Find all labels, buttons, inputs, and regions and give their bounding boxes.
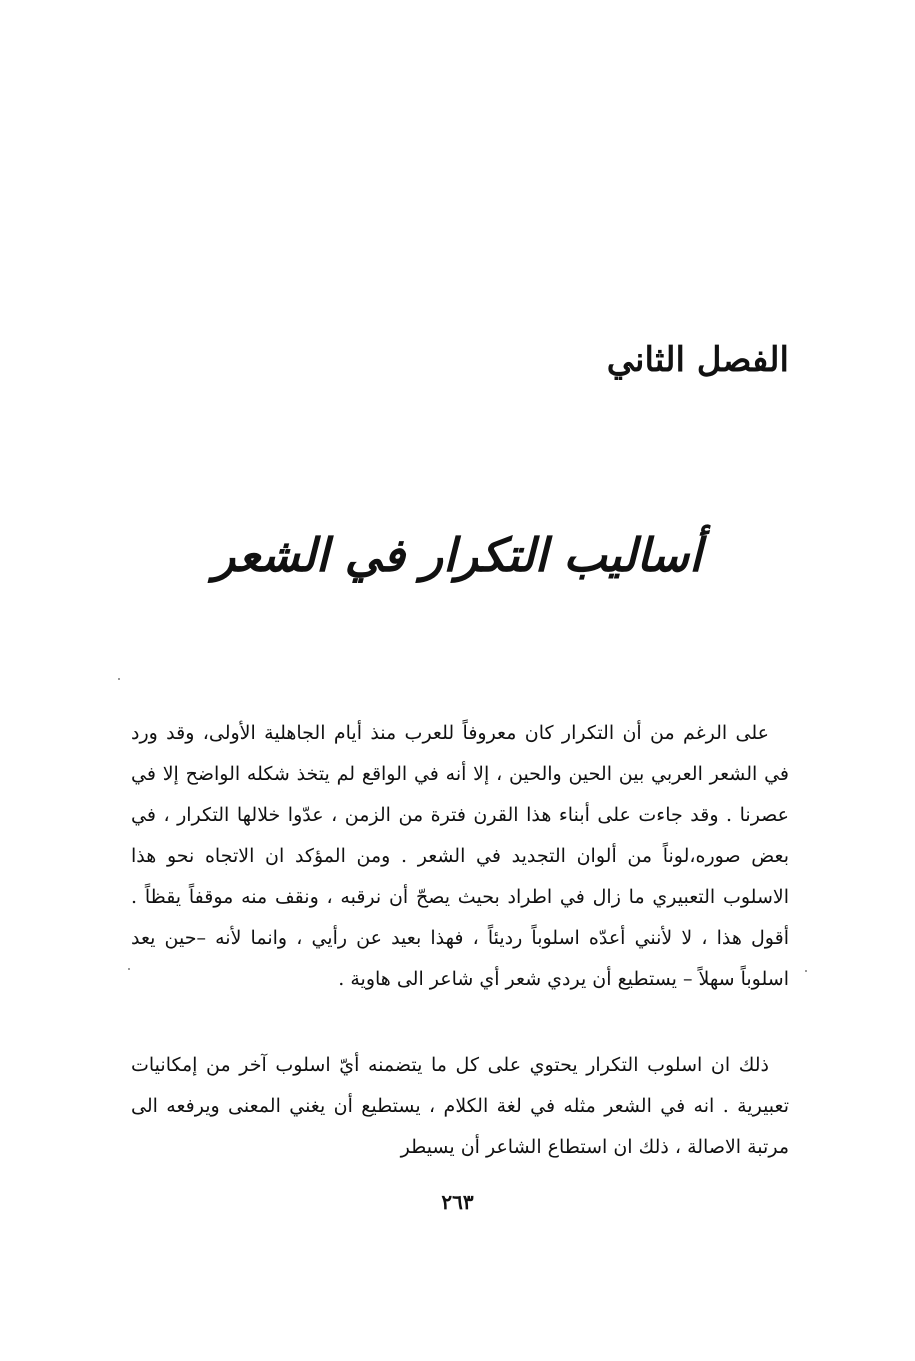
chapter-label: الفصل الثاني <box>606 340 789 380</box>
chapter-title: أساليب التكرار في الشعر <box>213 528 702 582</box>
scan-speck <box>118 678 120 680</box>
paragraph-2: ذلك ان اسلوب التكرار يحتوي على كل ما يتضمنه أيّ اسلوب آخر من إمكانيات تعبيرية . انه في الشعر مثله في لغة الكلام ، يستطيع أن يغني المعنى ويرفعه الى مرتبة الاصالة ، ذلك ان استطاع الشاعر أن يسيطر <box>131 1054 789 1158</box>
page-number: ٢٦٣ <box>441 1190 474 1214</box>
scan-speck <box>128 968 130 970</box>
scan-speck <box>805 970 807 972</box>
paragraph-1: على الرغم من أن التكرار كان معروفاً للعرب منذ أيام الجاهلية الأولى، وقد ورد في الشعر العربي بين الحين والحين ، إلا أنه في الواقع لم يتخذ شكله الواضح إلا في عصرنا . وقد جاءت على أبناء هذا القرن فترة من الزمن ، عدّوا خلالها التكرار ، في بعض صوره،لوناً من ألوان التجديد في الشعر . ومن المؤكد ان الاتجاه نحو هذا الاسلوب التعبيري ما زال في اطراد بحيث يصحّ أن نرقبه ، ونقف منه موقفاً يقظاً . أقول هذا ، لا لأنني أعدّه اسلوباً رديئاً ، فهذا بعيد عن رأيي ، وانما لأنه –حين يعد اسلوباً سهلاً – يستطيع أن يردي شعر أي شاعر الى هاوية . <box>131 722 789 990</box>
